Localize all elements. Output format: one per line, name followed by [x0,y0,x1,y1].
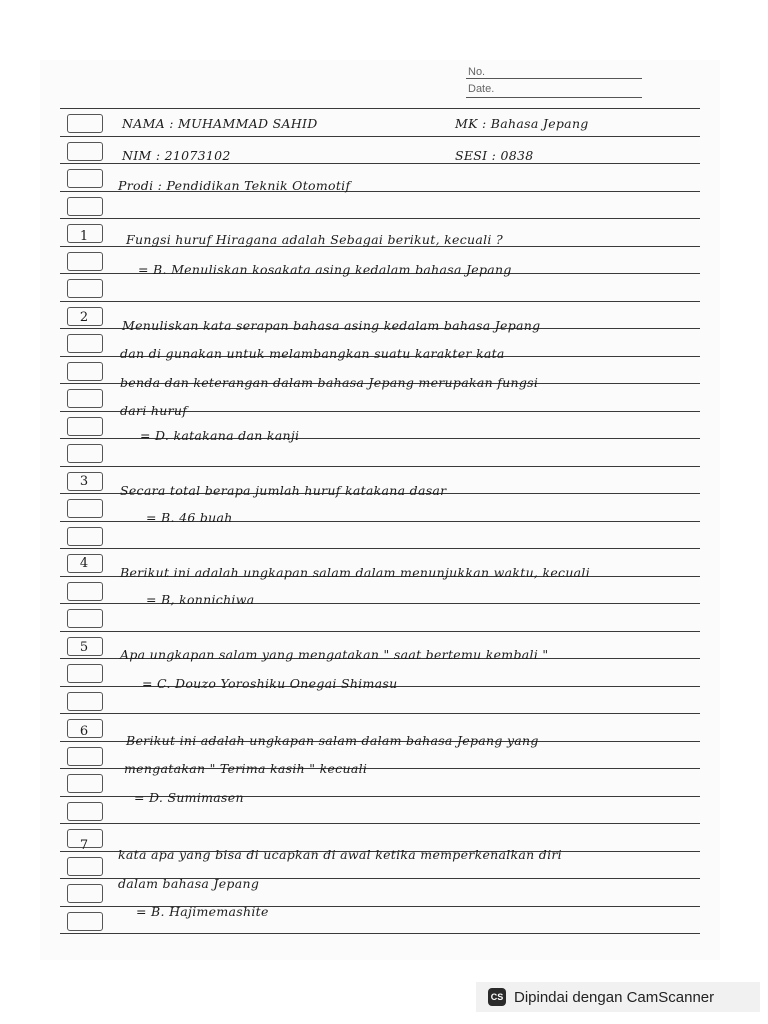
question-number: 4 [79,556,89,571]
ruled-line [60,108,700,109]
margin-box [67,279,103,298]
handwritten-line: = D. Sumimasen [134,790,244,805]
notebook-page [40,60,720,960]
margin-box [67,444,103,463]
margin-box [67,499,103,518]
margin-box [67,857,103,876]
handwritten-line: Menuliskan kata serapan bahasa asing kedalam bahasa Jepang [122,318,541,333]
margin-box [67,664,103,683]
ruled-line [60,466,700,467]
handwritten-line: dan di gunakan untuk melambangkan suatu karakter kata [120,346,505,361]
handwritten-line: = B, konnichiwa [146,592,255,607]
handwritten-line: dalam bahasa Jepang [118,876,260,891]
handwritten-line: Berikut ini adalah ungkapan salam dalam menunjukkan waktu, kecuali [120,565,591,580]
ruled-line [60,631,700,632]
margin-box [67,527,103,546]
handwritten-line: Prodi : Pendidikan Teknik Otomotif [118,178,351,193]
margin-box [67,169,103,188]
handwritten-line: MK : Bahasa Jepang [455,116,589,131]
camscanner-label: Dipindai dengan CamScanner [514,988,715,1006]
date-header [466,66,642,100]
ruled-line [60,136,700,137]
margin-box [67,252,103,271]
handwritten-line: = D. katakana dan kanji [140,428,300,443]
ruled-line [60,163,700,164]
ruled-line [60,301,700,302]
camscanner-logo-icon: CS [488,988,506,1006]
margin-box [67,747,103,766]
date-label: Date. [468,83,495,95]
margin-box [67,417,103,436]
ruled-line [60,548,700,549]
ruled-line [60,713,700,714]
handwritten-line: NAMA : MUHAMMAD SAHID [122,116,318,131]
camscanner-watermark [476,982,760,1012]
ruled-line [60,218,700,219]
handwritten-line: SESI : 0838 [455,148,534,163]
margin-box [67,884,103,903]
question-number: 1 [79,229,89,244]
margin-box [67,334,103,353]
question-number: 6 [79,724,89,739]
question-number: 2 [79,310,89,325]
handwritten-line: benda dan keterangan dalam bahasa Jepang merupakan fungsi [120,375,539,390]
ruled-line [60,823,700,824]
handwritten-line: dari huruf [120,403,188,418]
question-number: 7 [79,838,89,853]
handwritten-line: Fungsi huruf Hiragana adalah Sebagai berikut, kecuali ? [126,232,503,247]
margin-box [67,912,103,931]
handwritten-line: NIM : 21073102 [122,148,231,163]
no-line [466,78,642,79]
margin-box [67,362,103,381]
handwritten-line: = C. Douzo Yoroshiku Onegai Shimasu [142,676,398,691]
handwritten-line: = B. 46 buah [146,510,233,525]
handwritten-line: = B. Hajimemashite [136,904,269,919]
margin-box [67,692,103,711]
handwritten-line: Secara total berapa jumlah huruf katakana dasar [120,483,447,498]
handwritten-line: Berikut ini adalah ungkapan salam dalam bahasa Jepang yang [126,733,539,748]
margin-box [67,114,103,133]
margin-box [67,197,103,216]
handwritten-line: Apa ungkapan salam yang mengatakan " saat bertemu kembali " [120,647,549,662]
question-number: 3 [79,474,89,489]
ruled-line [60,933,700,934]
handwritten-line: = B. Menuliskan kosakata asing kedalam bahasa Jepang [138,262,512,277]
date-line [466,97,642,98]
margin-box [67,582,103,601]
margin-box [67,389,103,408]
question-number: 5 [79,640,89,655]
handwritten-line: kata apa yang bisa di ucapkan di awal ketika memperkenalkan diri [118,847,562,862]
margin-box [67,142,103,161]
margin-box [67,609,103,628]
no-label: No. [468,66,486,78]
margin-box [67,774,103,793]
margin-box [67,802,103,821]
handwritten-line: mengatakan " Terima kasih " kecuali [124,761,368,776]
